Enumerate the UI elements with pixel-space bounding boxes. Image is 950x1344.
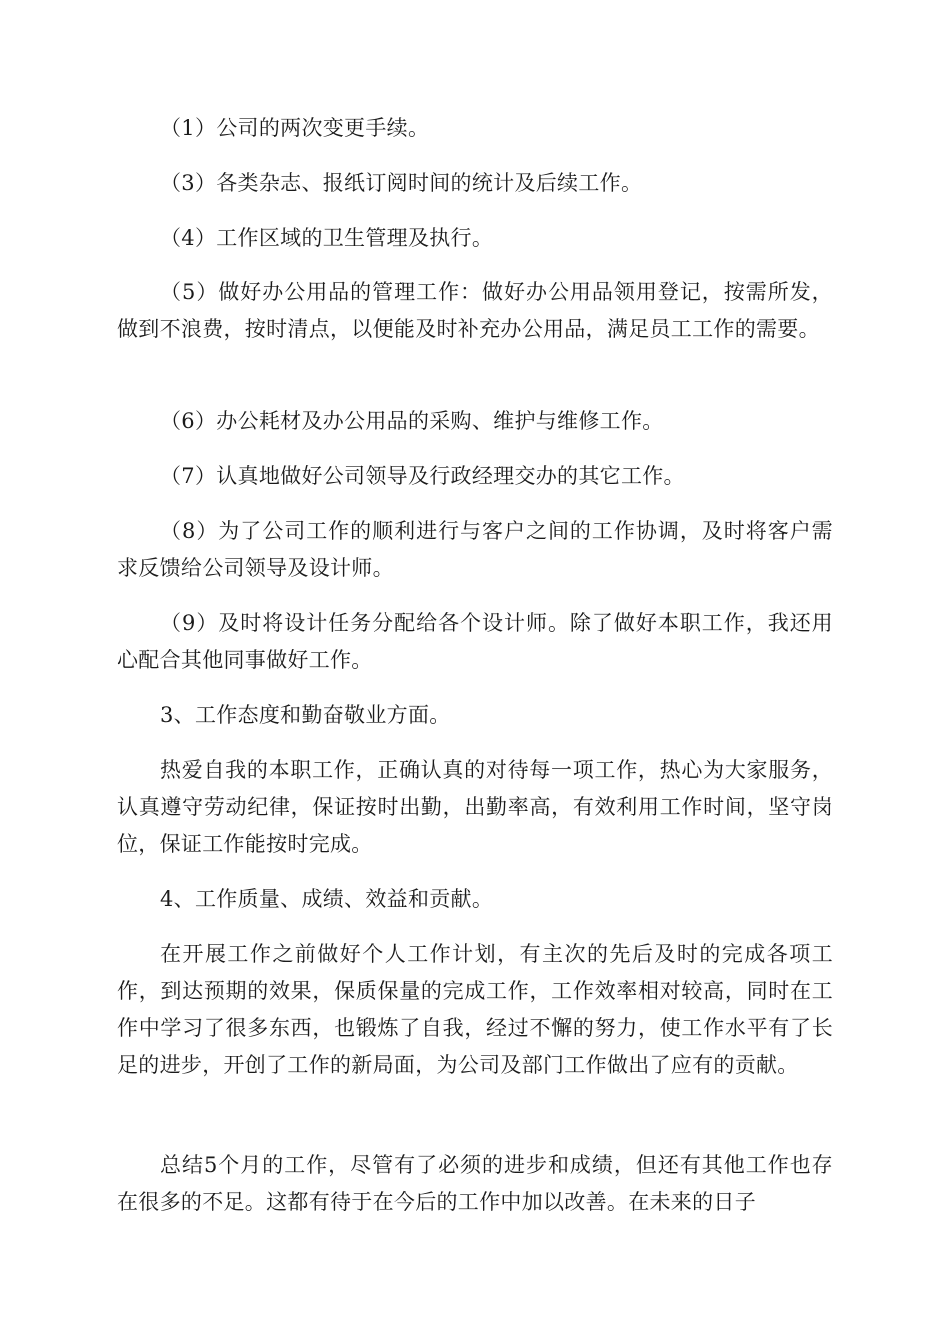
- paragraph-item-4: （4）工作区域的卫生管理及执行。: [160, 226, 494, 250]
- paragraph-item-3: （3）各类杂志、报纸订阅时间的统计及后续工作。: [160, 171, 643, 195]
- paragraph-item-5: （5）做好办公用品的管理工作：做好办公用品领用登记，按需所发，做到不浪费，按时清点，以便能及时补充办公用品，满足员工工作的需要。: [117, 280, 833, 341]
- paragraph-item-6: （6）办公耗材及办公用品的采购、维护与维修工作。: [160, 409, 664, 433]
- section-heading-work-quality: 4、工作质量、成绩、效益和贡献。: [160, 887, 494, 911]
- paragraph-summary: 总结5个月的工作，尽管有了必须的进步和成绩，但还有其他工作也存在很多的不足。这都有待于在今后的工作中加以改善。在未来的日子: [117, 1153, 833, 1214]
- paragraph-work-quality: 在开展工作之前做好个人工作计划，有主次的先后及时的完成各项工作，到达预期的效果，保质保量的完成工作，工作效率相对较高，同时在工作中学习了很多东西，也锻炼了自我，经过不懈的努力，使工作水平有了长足的进步，开创了工作的新局面，为公司及部门工作做出了应有的贡献。: [117, 942, 833, 1077]
- paragraph-item-9: （9）及时将设计任务分配给各个设计师。除了做好本职工作，我还用心配合其他同事做好工作。: [117, 611, 833, 672]
- paragraph-item-8: （8）为了公司工作的顺利进行与客户之间的工作协调，及时将客户需求反馈给公司领导及设计师。: [117, 519, 833, 580]
- paragraph-item-7: （7）认真地做好公司领导及行政经理交办的其它工作。: [160, 464, 685, 488]
- section-heading-work-attitude: 3、工作态度和勤奋敬业方面。: [160, 703, 451, 727]
- paragraph-work-attitude: 热爱自我的本职工作，正确认真的对待每一项工作，热心为大家服务，认真遵守劳动纪律，保证按时出勤，出勤率高，有效利用工作时间，坚守岗位，保证工作能按时完成。: [117, 758, 833, 856]
- paragraph-item-1: （1）公司的两次变更手续。: [160, 116, 430, 140]
